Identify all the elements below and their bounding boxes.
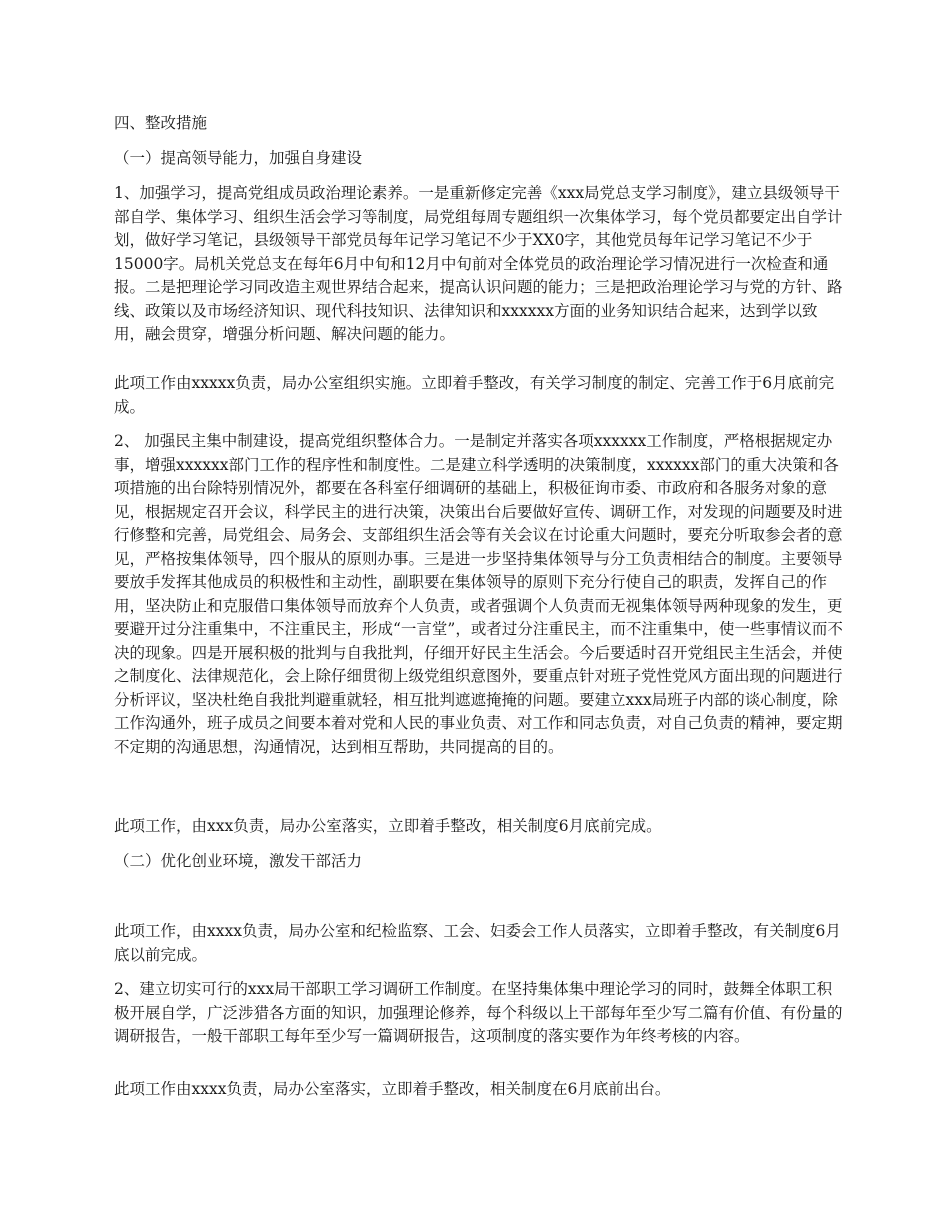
paragraph-item-2: 2、 加强民主集中制建设，提高党组织整体合力。一是制定并落实各项xxxxxx工作制度，严格根据规定办事，增强xxxxxx部门工作的程序性和制度性。二是建立科学透明的决策制度，xxxxxx部门的重大决策和各项措施的出台除特别情况外，都要在各科室仔细调研的基础上，积极征询市委、市政府和各服务对象的意见，根据规定召开会议，科学民主的进行决策，决策出台后要做好宣传、调研工作，对发现的问题要及时进行修整和完善，局党组会、局务会、支部组织生活会等有关会议在讨论重大问题时，要充分听取参会者的意见，严格按集体领导，四个服从的原则办事。三是进一步坚持集体领导与分工负责相结合的制度。主要领导要放手发挥其他成员的积极性和主动性，副职要在集体领导的原则下充分行使自己的职责，发挥自己的作用，坚决防止和克服借口集体领导而放弃个人负责，或者强调个人负责而无视集体领导两种现象的发生，更要避开过分注重集中，不注重民主，形成“一言堂”，或者过分注重民主，而不注重集中，使一些事情议而不决的现象。四是开展积极的批判与自我批判，仔细开好民主生活会。今后要适时召开党组民主生活会，并使之制度化、法律规范化，会上除仔细贯彻上级党组织意图外，要重点针对班子党性党风方面出现的问题进行分析评议，坚决杜绝自我批判避重就轻，相互批判遮遮掩掩的问题。要建立xxx局班子内部的谈心制度，除工作沟通外，班子成员之间要本着对党和人民的事业负责、对工作和同志负责，对自己负责的精神，要定期不定期的沟通思想，沟通情况，达到相互帮助，共同提高的目的。 <box>114 432 843 756</box>
blank-space <box>114 885 844 915</box>
subsection-heading-1: （一）提高领导能力，加强自身建设 <box>114 149 363 167</box>
paragraph-subsection-2-item-2-responsibility: 此项工作由xxxx负责，局办公室落实，立即着手整改，相关制度在6月底前出台。 <box>114 1080 671 1098</box>
paragraph-item-2-responsibility: 此项工作，由xxx负责，局办公室落实，立即着手整改，相关制度6月底前完成。 <box>114 817 662 835</box>
section-heading: 四、整改措施 <box>114 114 208 132</box>
subsection-heading-2: （二）优化创业环境，激发干部活力 <box>114 852 363 870</box>
paragraph-subsection-2-item-2: 2、建立切实可行的xxx局干部职工学习调研工作制度。在坚持集体集中理论学习的同时，鼓舞全体职工积极开展自学，广泛涉猎各方面的知识，加强理论修养，每个科级以上干部每年至少写二篇有价值、有份量的调研报告，一般干部职工每年至少写一篇调研报告，这项制度的落实要作为年终考核的内容。 <box>114 980 843 1045</box>
paragraph-subsection-2-responsibility-1: 此项工作，由xxxx负责，局办公室和纪检监察、工会、妇委会工作人员落实，立即着手整改，有关制度6月底以前完成。 <box>114 922 841 964</box>
paragraph-item-1-responsibility: 此项工作由xxxxx负责，局办公室组织实施。立即着手整改，有关学习制度的制定、完善工作于6月底前完成。 <box>114 374 835 416</box>
paragraph-item-1: 1、加强学习，提高党组成员政治理论素养。一是重新修定完善《xxx局党总支学习制度》，建立县级领导干部自学、集体学习、组织生活会学习等制度，局党组每周专题组织一次集体学习，每个党员都要定出自学计划，做好学习笔记，县级领导干部党员每年记学习笔记不少于XX0字，其他党员每年记学习笔记不少于15000字。局机关党总支在每年6月中旬和12月中旬前对全体党员的政治理论学习情况进行一次检查和通报。二是把理论学习同改造主观世界结合起来，提高认识问题的能力；三是把政治理论学习与党的方针、路线、政策以及市场经济知识、现代科技知识、法律知识和xxxxxx方面的业务知识结合起来，达到学以致用，融会贯穿，增强分析问题、解决问题的能力。 <box>114 184 843 343</box>
